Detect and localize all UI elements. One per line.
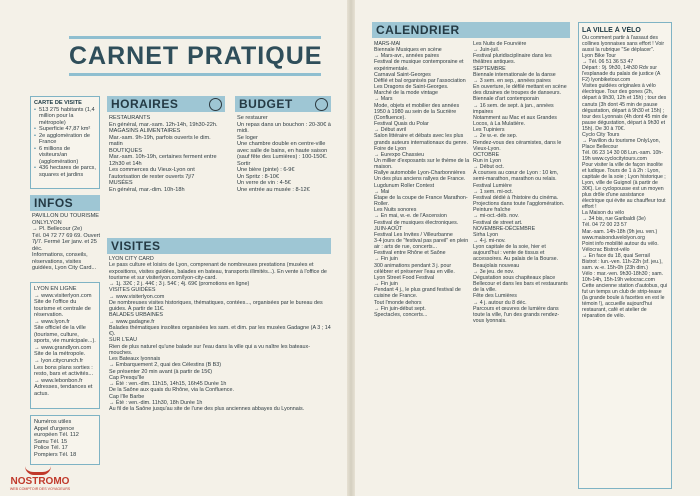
numeros-utiles-box: Numéros utiles Appel d'urgence européen Tél. 112 Samu Tél. 15 Police Tél. 17 Pompiers Tél. 18 <box>30 415 100 465</box>
infos-header: INFOS <box>30 195 100 211</box>
book-spine <box>347 0 355 496</box>
logo-ship-icon <box>25 466 51 475</box>
horaires-title: HORAIRES <box>111 97 179 111</box>
carte-item: • 6 millions de visiteurs/an (agglomération) <box>34 146 96 166</box>
coin-icon <box>315 98 328 111</box>
visites-header: VISITES <box>107 238 331 254</box>
lyon-en-ligne-box: LYON EN LIGNE → www.visiterlyon.com Site de l'office du tourisme et centrale de réservation. → www.lyon.fr Site officiel de la ville (tourisme, culture, sports, vie municipale...). → www.grandlyon.com Site de la métropole. → lyon.citycrunch.fr Les bons plans sorties : resto, bars et activités... → www.lebonbon.fr Adresses, tendances et actus. <box>30 282 100 409</box>
velo-body: Ou comment partir à l'assaut des collines lyonnaises sans effort ! Voir aussi la rubrique "Se déplacer". Lyon Bike Tour → Tél. 06 51 36 53 47 Départ : 9j. 9h30, 14h30 Rdv sur l'esplanade du palais de justice (A F2) lyonbiketour.com Visites guidées originales à vélo électrique. Tour des gones (2h, départ à 9h30, 12h et 15h) ; tour des canuts (3h dont 45 min de pause dégustation, départ à 9h30 et 15h) ; tour des Lyonnais (4h dont 45 min de pause dégustation, départ à 9h30 et 15h). De 30 à 70€. Cyclo City Tours → Pavillon du tourisme OnlyLyon, Place Bellecour Tél. 06 23 14 30 08 Lun.-sam. 10h-19h www.cyclocitytours.com Pour visiter la ville de façon insolite et ludique. Tours de 1 à 2h : Lyon, capitale de la soie ; Lyon historique ; Lyon, ville de Guignol (à partir de 30€). Le cyclopousse est un moyen plus drôle d'une assistance électrique qui évite au chauffeur tout effort ! La Maison du vélo → 34 bis, rue Garibaldi (3e) Tél. 04 72 00 23 57 Mar.-sam. 14h-18h (9h jeu. ven.) www.maisonduvelolyon.org Point info mobilité autour du vélo. Vélocrac Bistrot-vélo → En face du 18, quai Serrail Bistrot : lun.-ven. 11h-22h (sf. jeu.), sam. w.-e. 15h-0h (23h dim.) Vélo : mar.-ven. 9h30-18h30 ; sam. 10h-14h, 15h-19h velocrac.com Cette ancienne station d'autobus, qui fut un temps un club de strip-tease (la grande boule à facettes en est le témoin !), accueille aujourd'hui restaurant, café et atelier de réparation de vélo. <box>582 35 668 320</box>
calendrier-col1: MARS-MAI Biennale Musiques en scène → Mars-avr., années paires Festival de musique contemporaine et expérimentale. Carnaval Saint-Georges Défilé et bal organisés par l'association Les Dragons de Saint-Georges. Marché de la mode vintage → Mars Mode, objets et mobilier des années 1950 à 1980 au sein de la Sucrière (Confluence). Festival Quais du Polar → Début avril Salon littéraire et débats avec les plus grands auteurs internationaux du genre. Foire de Lyon → Eurexpo Chassieu Un millier d'exposants sur le thème de la maison. Rallye automobile Lyon-Charbonnières Un des plus anciens rallyes de France. Lugdunum Roller Contest → Mai Étape de la coupe de France Marathon-Roller. Les Nuits sonores → En mai, w.-e. de l'Ascension Festival de musiques électroniques. JUIN-AOÛT Festival Les Invites / Villeurbanne 3-4 jours de "festival pas pareil" en plein air : arts de rue, concerts... Festival entre Rhône et Saône → Fin juin 300 animations pendant 3 j. pour célébrer et préserver l'eau en ville. Lyon Street Food Festival → Fin juin Pendant 4 j., le plus grand festival de cuisine de France. Tout l'monde dehors → Fin juin-début sept. Spectacles, concerts... <box>374 41 470 318</box>
logo-name: NOSTROMO <box>10 476 70 487</box>
horaires-header <box>107 96 225 112</box>
carte-heading: CARTE DE VISITE <box>34 100 82 106</box>
calendrier-col2: Les Nuits de Fourvière → Juin-juil. Festival pluridisciplinaire dans les théâtres antiques. SEPTEMBRE Biennale internationale de la danse → 3 sem. en sep., années paires En ouverture, le défilé mettant en scène des dizaines de troupes de danseurs. Biennale d'art contemporain → 16 sem. de sept. à jan., années impaires Notamment au Mac et aux Grandes Locos, à La Mulatière. Les Tupiniers → 2e w.-e. de sep. Rendez-vous des céramistes, dans le Vieux-Lyon. OCTOBRE Run in Lyon → Début oct. À courses au cœur de Lyon : 10 km, semi-marathon, marathon ou relais. Festival Lumière → 1 sem. mi-oct. Festival dédié à l'histoire du cinéma. Projections dans toute l'agglomération. Peinture fraîche → mi-oct.-déb. nov. Festival de street art. NOVEMBRE-DÉCEMBRE Sirha Lyon → 4-j. mi-nov. Lyon capitale de la soie, hier et aujourd'hui : vente de tissus et accessoires. Au palais de la Bourse. Beaujolais nouveau → 3e jeu. de nov. Dégustation sous chapiteaux place Bellecour et dans les bars et restaurants de la ville. Fête des Lumières → 4 j. autour du 8 déc. Parcours et œuvres de lumière dans toute la ville, l'un des grands rendez-vous lyonnais. <box>473 41 568 325</box>
logo-tagline: WEB COMPTOIR DES VOYAGEURS <box>9 487 71 491</box>
carte-item: • 2e agglomération de France <box>34 133 96 146</box>
title-rule-bottom <box>69 73 321 76</box>
carte-item: • 513 275 habitants (1,4 million pour la métropole) <box>34 107 96 127</box>
carte-list <box>34 107 96 179</box>
visites-body: LYON CITY CARD Le pass culture et loisirs de Lyon, comprenant de nombreuses prestations (musées et expositions, visites guidées, balades en bateau, transports illimités...). En vente à l'office de tourisme et sur visiterlyon.com/lyon-city-card. → 1j. 32€ ; 2 j. 44€ ; 3 j. 54€ ; 4j. 69€ (promotions en ligne) VISITES GUIDÉES → www.visiterlyon.com De nombreuses visites historiques, thématiques, contées..., organisées par le bureau des guides. À partir de 11€. BALADES URBAINES → www.gadagne.fr Balades thématiques insolites organisées les sam. et dim. par les musées Gadagne (A 3 ; 14 €). SUR L'EAU Rien de plus naturel qu'une balade sur l'eau dans la ville qui a vu naître les bateaux-mouches. Les Bateaux lyonnais → Embarquement 2, quai des Célestins (B B3) Se présenter 20 min avant (à partir de 15€) Cap Presqu'île → Été : ven.-dim. 11h15, 14h15, 16h45 Durée 1h De la Saône aux quais du Rhône, via la Confluence. Cap l'Ile Barbe → Été : ven.-dim. 11h30, 18h Durée 1h Au fil de la Saône jusqu'au site de l'une des plus anciennes abbayes du Lyonnais. <box>109 256 331 412</box>
carte-de-visite-box <box>30 96 100 189</box>
carte-item: • 436 hectares de parcs, squares et jardins <box>34 165 96 178</box>
budget-title: BUDGET <box>239 97 293 111</box>
carte-item: • Superficie 47,87 km² <box>34 126 96 133</box>
budget-header <box>235 96 331 112</box>
budget-body: Se restaurer Un repas dans un bouchon : 20-30€ à midi. Se loger Une chambre double en centre-ville avec salle de bains, en haute saison (sauf fête des Lumières) : 100-150€. Sortir Une bière (pinte) : 6-9€ Un Spritz : 8-10€ Un verre de vin : 4-5€ Une entrée au musée : 8-12€ <box>237 115 331 194</box>
velo-box <box>578 22 672 489</box>
title-rule-top <box>69 36 321 39</box>
clock-icon <box>209 98 222 111</box>
calendrier-header: CALENDRIER <box>372 22 570 38</box>
page-title: CARNET PRATIQUE <box>69 42 323 70</box>
velo-title: LA VILLE À VÉLO <box>582 27 641 34</box>
horaires-body: RESTAURANTS En général, mar.-sam. 12h-14h, 19h30-22h. MAGASINS ALIMENTAIRES Mar.-sam. 9h-19h, parfois ouverts le dim. matin BOUTIQUES Mar.-sam. 10h-19h, certaines ferment entre 12h30 et 14h Les commerces du Vieux-Lyon ont l'autorisation de rester ouverts 7j/7 MUSÉES En général, mar.-dim. 10h-18h <box>109 115 218 194</box>
infos-body: PAVILLON DU TOURISME ONLYLYON → Pl. Bellecour (2e) Tél. 04 72 77 69 69. Ouvert 7j/7. Fermé 1er janv. et 25 déc. Informations, conseils, réservations, visites guidées, Lyon City Card... <box>32 213 101 272</box>
nostromo-logo <box>3 466 77 494</box>
